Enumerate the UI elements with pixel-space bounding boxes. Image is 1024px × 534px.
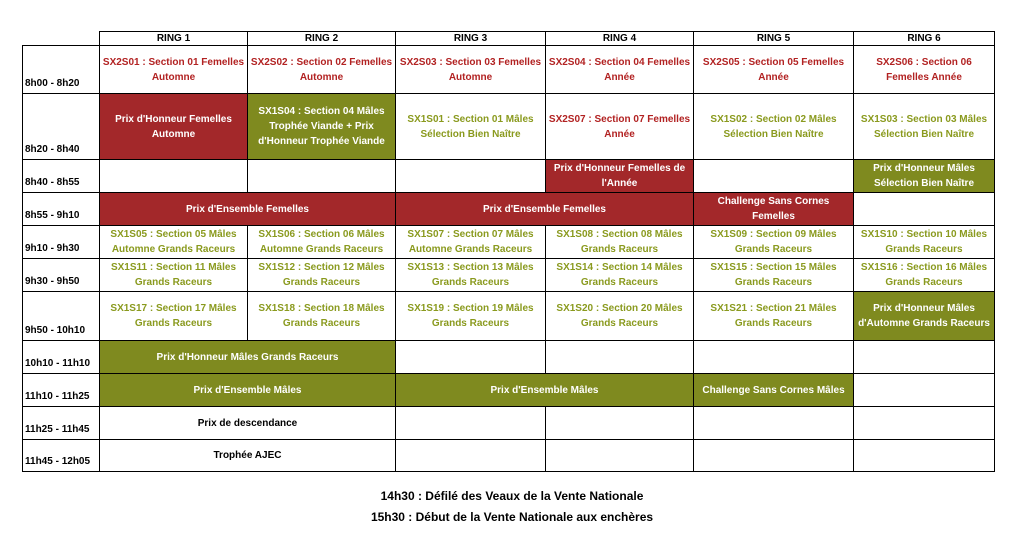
ring-header-1: RING 1 [100,32,248,46]
schedule-cell: Prix d'Ensemble Femelles [396,193,694,226]
schedule-cell: SX1S02 : Section 02 Mâles Sélection Bien Naître [694,94,854,160]
schedule-cell [854,440,995,472]
schedule-cell [694,440,854,472]
time-slot: 9h10 - 9h30 [23,226,100,259]
schedule-cell [248,160,396,193]
schedule-cell: Prix d'Ensemble Mâles [396,374,694,407]
corner-cell [23,32,100,46]
time-row [23,46,995,94]
time-slot: 8h55 - 9h10 [23,193,100,226]
schedule-cell [854,341,995,374]
time-slot: 11h25 - 11h45 [23,407,100,440]
schedule-cell: Prix d'Honneur Mâles Grands Raceurs [100,341,396,374]
time-row [23,341,995,374]
schedule-cell [396,341,546,374]
footer-line-1 [0,489,1024,503]
schedule-cell: SX1S05 : Section 05 Mâles Automne Grands Raceurs [100,226,248,259]
schedule-cell: SX1S17 : Section 17 Mâles Grands Raceurs [100,292,248,341]
footer-time-2: 15h30 [370,510,405,524]
ring-header-row [23,32,995,46]
time-row [23,160,995,193]
ring-header-3: RING 3 [396,32,546,46]
schedule-cell: Prix d'Ensemble Femelles [100,193,396,226]
time-row [23,407,995,440]
schedule-cell: Prix d'Honneur Femelles Automne [100,94,248,160]
schedule-cell: Challenge Sans Cornes Mâles [694,374,854,407]
schedule-cell [396,407,546,440]
schedule-cell: SX1S07 : Section 07 Mâles Automne Grands Raceurs [396,226,546,259]
schedule-cell: SX2S06 : Section 06 Femelles Année [854,46,995,94]
schedule-cell: SX1S13 : Section 13 Mâles Grands Raceurs [396,259,546,292]
time-row [23,94,995,160]
time-slot: 9h30 - 9h50 [23,259,100,292]
time-row [23,440,995,472]
schedule-cell: Prix d'Honneur Femelles de l'Année [546,160,694,193]
schedule-cell: SX2S02 : Section 02 Femelles Automne [248,46,396,94]
schedule-cell: SX1S21 : Section 21 Mâles Grands Raceurs [694,292,854,341]
schedule-cell: SX1S12 : Section 12 Mâles Grands Raceurs [248,259,396,292]
schedule-cell: SX1S16 : Section 16 Mâles Grands Raceurs [854,259,995,292]
schedule-cell: SX1S09 : Section 09 Mâles Grands Raceurs [694,226,854,259]
schedule-cell: SX2S01 : Section 01 Femelles Automne [100,46,248,94]
schedule-cell: SX1S11 : Section 11 Mâles Grands Raceurs [100,259,248,292]
schedule-cell [546,407,694,440]
time-slot: 11h45 - 12h05 [23,440,100,472]
schedule-cell [100,160,248,193]
time-slot: 8h20 - 8h40 [23,94,100,160]
schedule-cell: SX1S08 : Section 08 Mâles Grands Raceurs [546,226,694,259]
schedule-cell: SX1S14 : Section 14 Mâles Grands Raceurs [546,259,694,292]
schedule-cell [546,440,694,472]
footer-text-2: : Début de la Vente Nationale aux enchères [404,510,654,524]
schedule-cell [546,341,694,374]
time-slot: 8h00 - 8h20 [23,46,100,94]
schedule-cell: SX1S03 : Section 03 Mâles Sélection Bien Naître [854,94,995,160]
ring-header-5: RING 5 [694,32,854,46]
schedule-cell [694,160,854,193]
schedule-cell: SX1S15 : Section 15 Mâles Grands Raceurs [694,259,854,292]
time-slot: 8h40 - 8h55 [23,160,100,193]
ring-header-4: RING 4 [546,32,694,46]
schedule-cell [694,341,854,374]
schedule-cell: Prix d'Honneur Mâles d'Automne Grands Raceurs [854,292,995,341]
schedule-cell: SX2S07 : Section 07 Femelles Année [546,94,694,160]
schedule-table [22,31,995,472]
schedule-cell: Trophée AJEC [100,440,396,472]
schedule-cell [396,440,546,472]
time-slot: 9h50 - 10h10 [23,292,100,341]
schedule-cell: SX1S04 : Section 04 Mâles Trophée Viande + Prix d'Honneur Trophée Viande [248,94,396,160]
schedule-cell: SX2S05 : Section 05 Femelles Année [694,46,854,94]
time-row [23,259,995,292]
schedule-cell: SX2S04 : Section 04 Femelles Année [546,46,694,94]
schedule-cell: Prix de descendance [100,407,396,440]
time-row [23,193,995,226]
schedule-cell: Prix d'Honneur Mâles Sélection Bien Naître [854,160,995,193]
schedule-cell: Prix d'Ensemble Mâles [100,374,396,407]
schedule-cell: SX1S10 : Section 10 Mâles Grands Raceurs [854,226,995,259]
time-slot: 10h10 - 11h10 [23,341,100,374]
ring-header-2: RING 2 [248,32,396,46]
schedule-cell: Challenge Sans Cornes Femelles [694,193,854,226]
schedule-cell: SX1S18 : Section 18 Mâles Grands Raceurs [248,292,396,341]
schedule-cell: SX1S06 : Section 06 Mâles Automne Grands Raceurs [248,226,396,259]
footer-text-1: : Défilé des Veaux de la Vente Nationale [414,489,644,503]
schedule-cell [854,374,995,407]
footer-line-2 [0,510,1024,524]
ring-header-6: RING 6 [854,32,995,46]
schedule-cell [396,160,546,193]
schedule-cell [854,407,995,440]
schedule-cell: SX1S01 : Section 01 Mâles Sélection Bien Naître [396,94,546,160]
time-row [23,292,995,341]
schedule-cell [694,407,854,440]
time-slot: 11h10 - 11h25 [23,374,100,407]
footer-time-1: 14h30 [380,489,415,503]
time-row [23,374,995,407]
schedule-cell: SX2S03 : Section 03 Femelles Automne [396,46,546,94]
schedule-cell [854,193,995,226]
schedule-cell: SX1S20 : Section 20 Mâles Grands Raceurs [546,292,694,341]
schedule-cell: SX1S19 : Section 19 Mâles Grands Raceurs [396,292,546,341]
time-row [23,226,995,259]
